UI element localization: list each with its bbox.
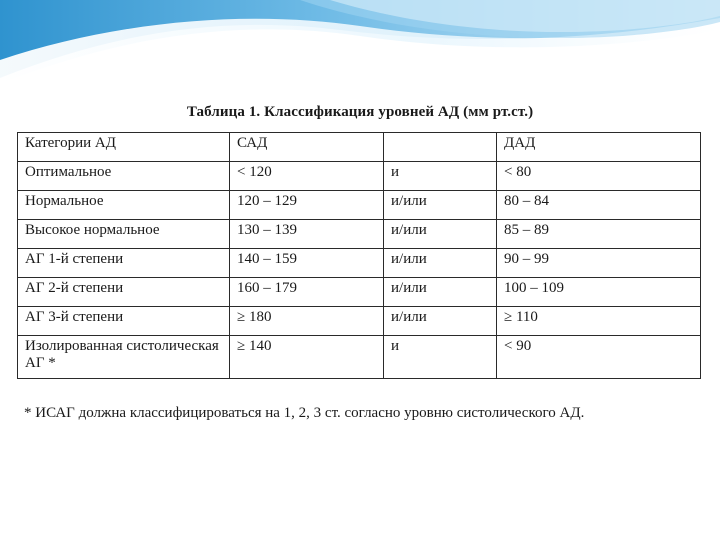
cell-category: Высокое нормальное	[18, 220, 230, 249]
header-conj	[384, 133, 497, 162]
cell-dbp: 80 – 84	[497, 191, 701, 220]
cell-conj: и/или	[384, 307, 497, 336]
cell-dbp: 85 – 89	[497, 220, 701, 249]
cell-category: Оптимальное	[18, 162, 230, 191]
cell-dbp: 100 – 109	[497, 278, 701, 307]
table-row	[18, 307, 701, 336]
cell-category: АГ 1-й степени	[18, 249, 230, 278]
cell-dbp: < 90	[497, 336, 701, 379]
bp-classification-table	[17, 132, 701, 379]
cell-sbp: 160 – 179	[230, 278, 384, 307]
header-sbp: САД	[230, 133, 384, 162]
footnote: * ИСАГ должна классифицироваться на 1, 2, 3 ст. согласно уровню систолического АД.	[24, 405, 585, 421]
cell-sbp: ≥ 140	[230, 336, 384, 379]
cell-dbp: 90 – 99	[497, 249, 701, 278]
cell-conj: и/или	[384, 249, 497, 278]
cell-category: Нормальное	[18, 191, 230, 220]
cell-conj: и/или	[384, 220, 497, 249]
table-title: Таблица 1. Классификация уровней АД (мм рт.ст.)	[186, 104, 534, 120]
cell-sbp: ≥ 180	[230, 307, 384, 336]
cell-sbp: < 120	[230, 162, 384, 191]
header-swoosh-decoration	[0, 0, 720, 90]
cell-sbp: 130 – 139	[230, 220, 384, 249]
table-row	[18, 249, 701, 278]
cell-category: АГ 2-й степени	[18, 278, 230, 307]
table-row	[18, 336, 701, 379]
cell-category: АГ 3-й степени	[18, 307, 230, 336]
cell-sbp: 120 – 129	[230, 191, 384, 220]
cell-sbp: 140 – 159	[230, 249, 384, 278]
cell-conj: и/или	[384, 278, 497, 307]
cell-conj: и	[384, 336, 497, 379]
cell-dbp: ≥ 110	[497, 307, 701, 336]
table-row	[18, 220, 701, 249]
cell-category: Изолированная систолическая АГ *	[18, 336, 230, 379]
header-category: Категории АД	[18, 133, 230, 162]
cell-conj: и/или	[384, 191, 497, 220]
table-header-row	[18, 133, 701, 162]
cell-dbp: < 80	[497, 162, 701, 191]
cell-conj: и	[384, 162, 497, 191]
table-row	[18, 162, 701, 191]
header-dbp: ДАД	[497, 133, 701, 162]
table-row	[18, 278, 701, 307]
table-row	[18, 191, 701, 220]
